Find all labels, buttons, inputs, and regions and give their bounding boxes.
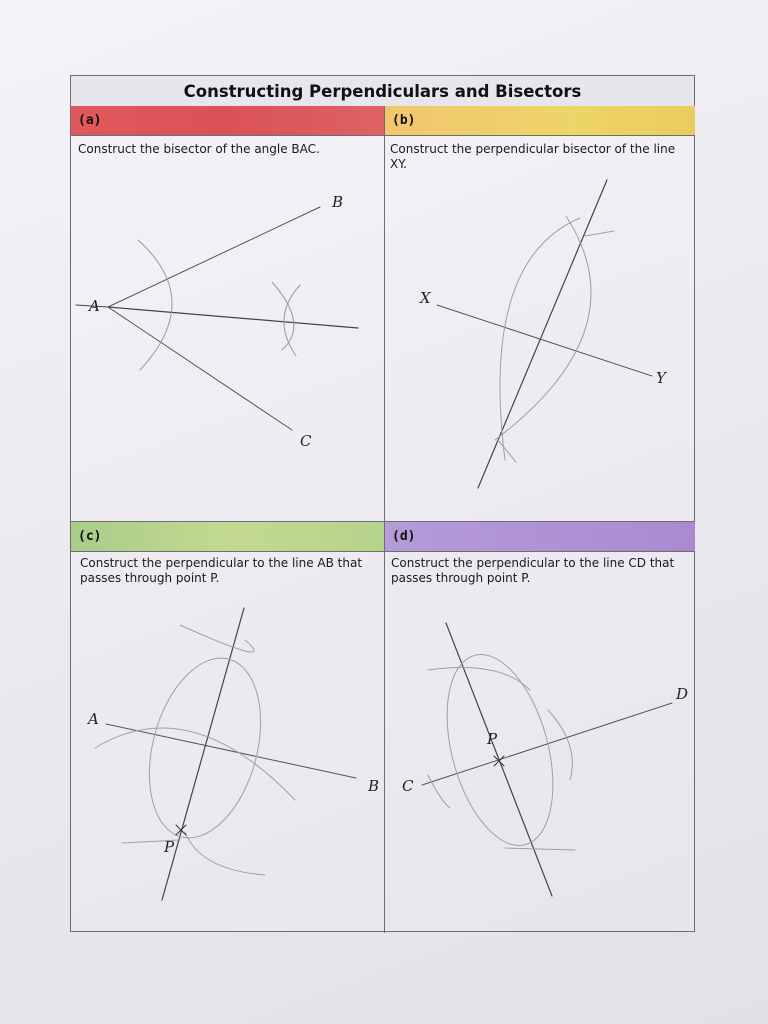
panel-d-header: (d) <box>385 522 695 552</box>
label-b-Y: Y <box>656 369 666 387</box>
line-AC <box>108 307 292 430</box>
panel-c-header: (c) <box>71 522 384 552</box>
panel-d-instruction: Construct the perpendicular to the line CD that passes through point P. <box>391 556 675 585</box>
label-c-A: A <box>88 710 99 728</box>
label-d-P: P <box>487 730 498 748</box>
label-a-B: B <box>332 193 344 211</box>
arc-from-P-c <box>95 728 295 800</box>
panel-c-instruction: Construct the perpendicular to the line AB that passes through point P. <box>80 556 363 585</box>
panel-a-construction <box>76 207 358 430</box>
arc-centre-A <box>138 240 172 370</box>
label-c-B: B <box>368 777 380 795</box>
label-d-C: C <box>402 777 414 795</box>
arc-from-B <box>272 282 294 350</box>
panel-c-construction <box>95 608 356 900</box>
arc-circle-d <box>428 643 571 857</box>
arc-bottom-right-c <box>185 832 265 875</box>
arc-bottom-d <box>505 848 575 850</box>
label-c-P: P <box>164 838 175 856</box>
panel-a-header: (a) <box>71 106 384 136</box>
bisector-line <box>108 307 358 328</box>
panel-d-construction <box>422 623 672 896</box>
tick-top <box>585 231 614 236</box>
arc-top-d <box>428 668 530 691</box>
label-a-A: A <box>89 297 100 315</box>
panel-b-header: (b) <box>385 106 695 136</box>
tick-bottom <box>498 440 516 462</box>
line-CD <box>422 703 672 785</box>
panel-a-instruction: Construct the bisector of the angle BAC. <box>78 142 320 156</box>
panel-b-instruction: Construct the perpendicular bisector of the line XY. <box>390 142 676 171</box>
perpendicular-bisector <box>478 180 607 488</box>
label-b-X: X <box>420 289 431 307</box>
worksheet-title: Constructing Perpendiculars and Bisectors <box>71 76 694 107</box>
arc-from-X <box>495 216 591 440</box>
line-AB-c <box>106 724 356 778</box>
label-a-C: C <box>300 432 312 450</box>
label-d-D: D <box>676 685 689 703</box>
arc-right-d <box>548 710 572 780</box>
line-XY <box>437 305 652 376</box>
arc-top-c <box>180 625 254 652</box>
line-AB <box>108 207 320 307</box>
panel-b-construction <box>437 180 652 488</box>
